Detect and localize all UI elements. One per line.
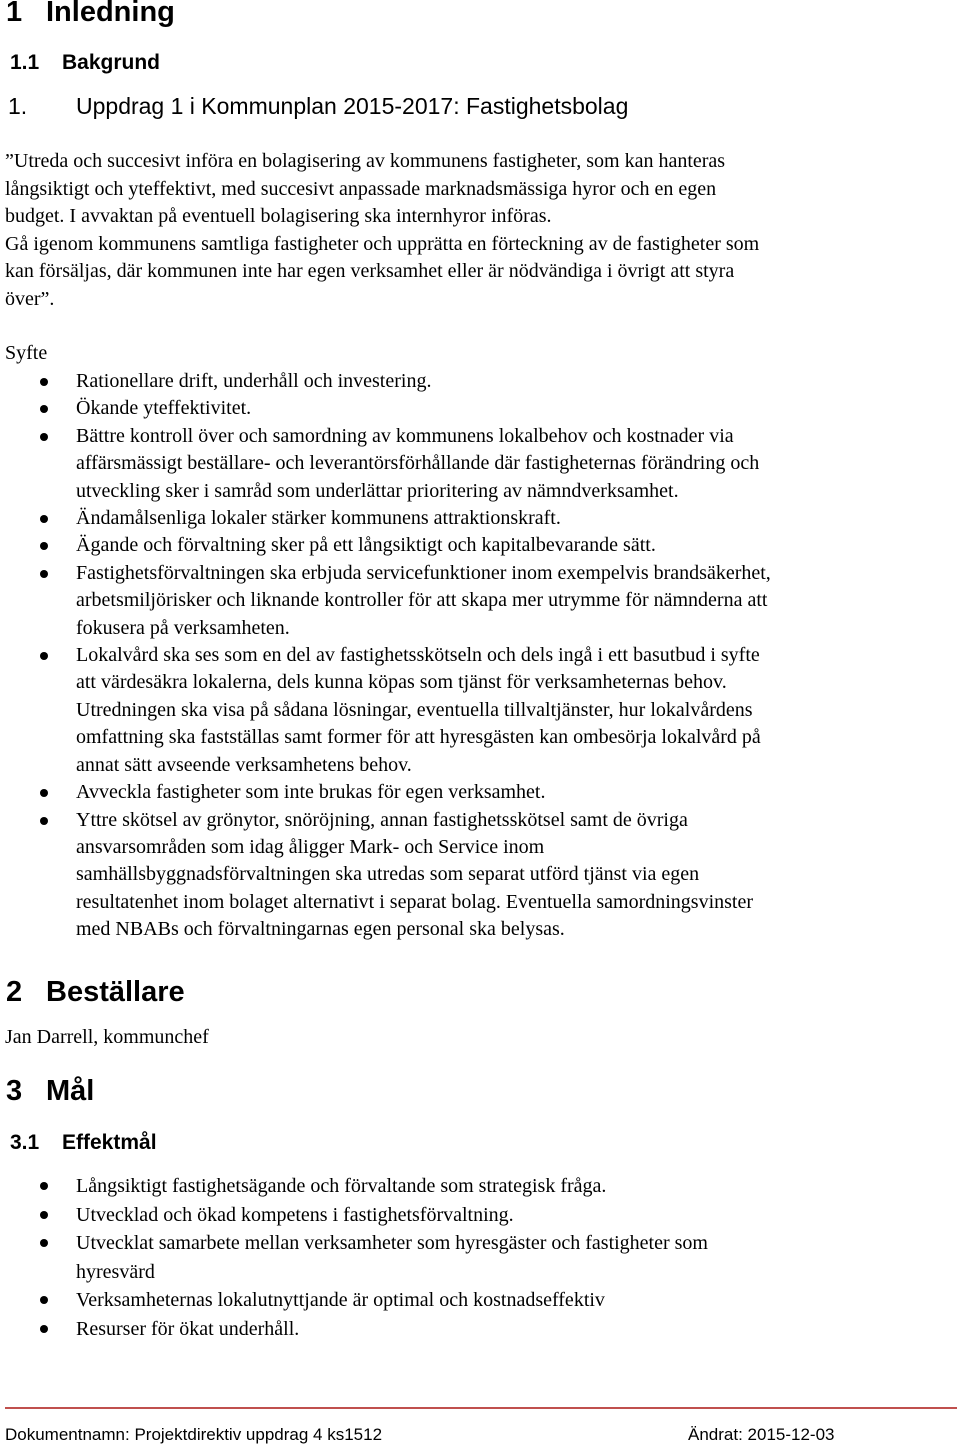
list-item: Lokalvård ska ses som en del av fastighetsskötseln och dels ingå i ett basutbud i syfte att värdesäkra lokalerna, dels kunna köpas som tjänst för verksamheternas behov. Utredningen ska visa på sådana lösningar, eventuella tillvaltjänster, hur lokalvårdens omfattning ska fastställas samt former för att hyresgästen kan ombesörja lokalvård på annat sätt avseende verksamhetens behov.: [0, 642, 950, 779]
heading-title: Beställare: [46, 976, 185, 1008]
heading-mal: [6, 1075, 94, 1107]
quote-line: Gå igenom kommunens samtliga fastigheter och upprätta en förteckning av de fastigheter som: [5, 232, 760, 255]
bullet-icon: [40, 1325, 48, 1333]
list-item: Utvecklad och ökad kompetens i fastighetsförvaltning.: [0, 1201, 950, 1230]
bullet-icon: [40, 378, 48, 386]
heading-title: Mål: [46, 1075, 95, 1107]
list-item: Ändamålsenliga lokaler stärker kommunens attraktionskraft.: [0, 505, 950, 532]
list-item: Ökande yteffektivitet.: [0, 395, 950, 422]
heading-number: 3: [6, 1075, 23, 1107]
bullet-icon: [40, 542, 48, 550]
quote-line: över”.: [5, 287, 55, 310]
bullet-icon: [40, 789, 48, 797]
bullet-icon: [40, 652, 48, 660]
quote-line: ”Utreda och succesivt införa en bolagisering av kommunens fastigheter, som kan hanteras: [5, 150, 726, 172]
quote-line: kan försäljas, där kommunen inte har egen verksamhet eller är nödvändiga i övrigt att styra: [5, 260, 735, 282]
list-item: Utvecklat samarbete mellan verksamheter som hyresgäster och fastigheter som hyresvärd: [0, 1229, 950, 1286]
assignment-title: Uppdrag 1 i Kommunplan 2015-2017: Fastighetsbolag: [76, 93, 629, 119]
footer-changed-date: Ändrat: 2015-12-03: [688, 1425, 835, 1444]
heading-bestallare: [6, 976, 185, 1008]
heading-number: 3.1: [10, 1131, 40, 1154]
list-item: Verksamheternas lokalutnyttjande är optimal och kostnadseffektiv: [0, 1286, 950, 1315]
heading-title: Inledning: [46, 0, 175, 28]
list-item: Ägande och förvaltning sker på ett långsiktigt och kapitalbevarande sätt.: [0, 532, 950, 559]
assignment-number: 1.: [8, 93, 28, 119]
bullet-icon: [40, 433, 48, 441]
list-item: Yttre skötsel av grönytor, snöröjning, annan fastighetsskötsel samt de övriga ansvarsområden som idag åligger Mark- och Service inom samhällsbyggnadsförvaltningen ska utredas som separat utförd tjänst via egen resultatenhet inom bolaget alternativt i separat bolag. Eventuella samordningsvinster med NBABs och förvaltningarnas egen personal ska belysas.: [0, 807, 950, 944]
bestallare-text: Jan Darrell, kommunchef: [5, 1026, 209, 1048]
syfte-list: [0, 368, 950, 944]
bullet-icon: [40, 1211, 48, 1219]
heading-number: 2: [6, 976, 23, 1008]
list-item: Bättre kontroll över och samordning av kommunens lokalbehov och kostnader via affärsmässigt beställare- och leverantörsförhållande där fastigheternas förändring och utveckling sker i samråd som underlättar prioritering av nämndverksamhet.: [0, 423, 950, 505]
heading-title: Bakgrund: [62, 51, 161, 74]
heading-title: Effektmål: [62, 1131, 157, 1154]
bullet-icon: [40, 1296, 48, 1304]
quote-line: långsiktigt och yteffektivt, med succesivt anpassade marknadsmässiga hyror och en egen: [5, 177, 717, 200]
assignment-quote: [5, 148, 955, 313]
list-item: Långsiktigt fastighetsägande och förvaltande som strategisk fråga.: [0, 1172, 950, 1201]
bullet-icon: [40, 817, 48, 825]
list-item: Avveckla fastigheter som inte brukas för egen verksamhet.: [0, 779, 950, 806]
list-item: Rationellare drift, underhåll och investering.: [0, 368, 950, 395]
heading-number: 1: [6, 0, 23, 28]
heading-inledning: [6, 0, 175, 28]
bullet-icon: [40, 515, 48, 523]
heading-bakgrund: [10, 51, 160, 75]
bullet-icon: [40, 1182, 48, 1190]
heading-number: 1.1: [10, 51, 40, 74]
bullet-icon: [40, 405, 48, 413]
quote-line: budget. I avvaktan på eventuell bolagisering ska internhyror införas.: [5, 205, 552, 227]
footer-document-name: Dokumentnamn: Projektdirektiv uppdrag 4 ks1512: [5, 1425, 383, 1444]
assignment-heading: [8, 92, 628, 120]
list-item: Fastighetsförvaltningen ska erbjuda servicefunktioner inom exempelvis brandsäkerhet, arbetsmiljörisker och liknande kontroller för att skapa mer utrymme för nämnderna att fokusera på verksamheten.: [0, 560, 950, 642]
effektmal-list: [0, 1172, 950, 1343]
footer-divider: [5, 1407, 957, 1409]
list-item: Resurser för ökat underhåll.: [0, 1315, 950, 1344]
bullet-icon: [40, 570, 48, 578]
bullet-icon: [40, 1239, 48, 1247]
heading-effektmal: [10, 1131, 157, 1155]
syfte-label: Syfte: [5, 342, 48, 364]
